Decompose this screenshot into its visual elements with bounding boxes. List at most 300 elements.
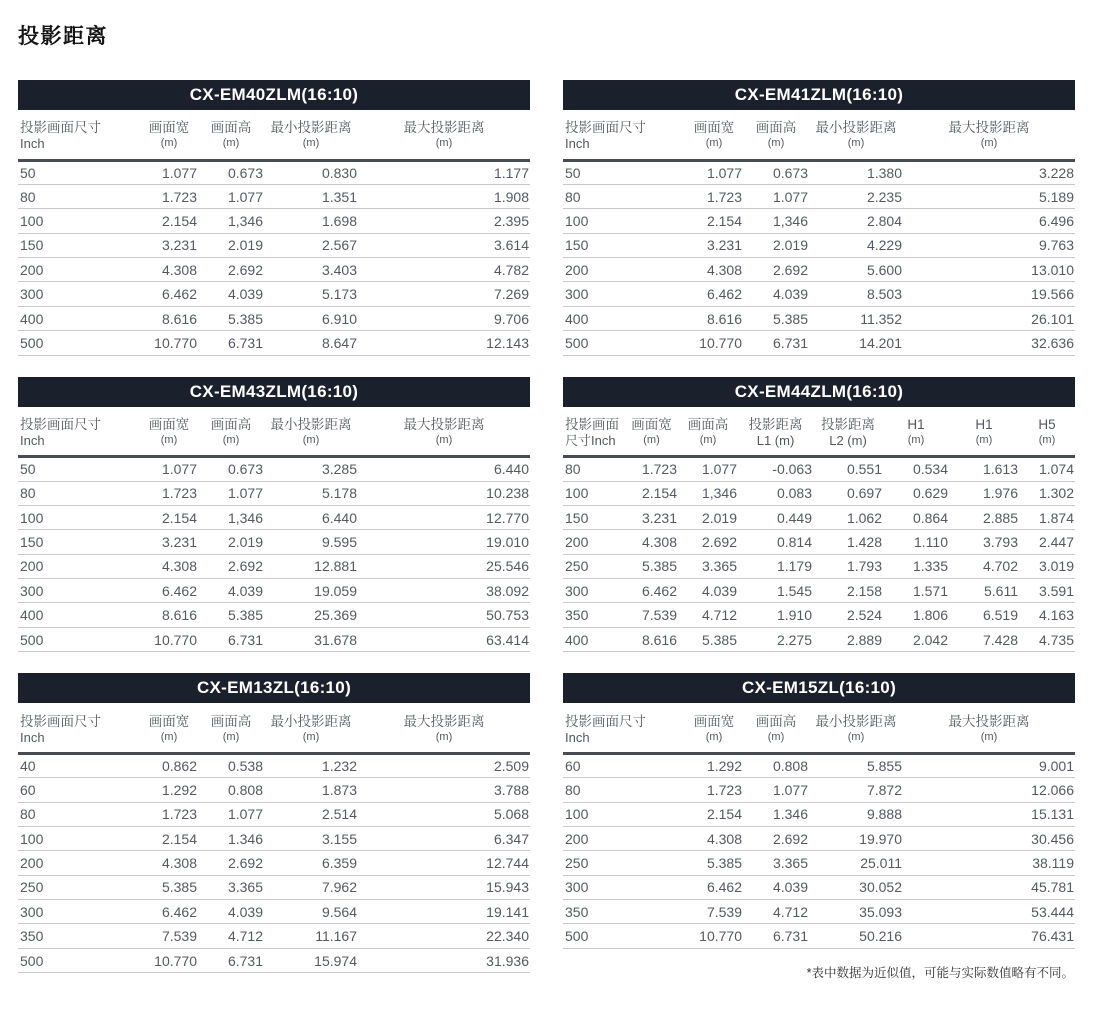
column-header-label: 投影画面尺寸 — [565, 120, 646, 136]
column-header — [18, 703, 140, 753]
value-cell: 3.228 — [903, 160, 1075, 184]
value-cell: 1.074 — [1019, 457, 1075, 481]
table-row — [18, 875, 530, 899]
column-header-unit: (m) — [435, 433, 453, 446]
value-cell: 1.723 — [685, 184, 743, 208]
column-header-unit: Inch — [20, 432, 45, 448]
column-header-label: 投影画面 — [565, 416, 619, 432]
projection-table-cx-em13zl — [18, 703, 530, 973]
column-header — [743, 703, 809, 753]
value-cell: 6.347 — [358, 826, 530, 850]
column-header — [264, 407, 358, 457]
table-row — [18, 306, 530, 330]
value-cell: 3.365 — [198, 875, 264, 899]
value-cell: 6.731 — [198, 331, 264, 355]
table-row — [18, 924, 530, 948]
value-cell: 5.855 — [809, 753, 903, 777]
table-row — [18, 233, 530, 257]
table-title-bar — [18, 673, 530, 703]
column-header — [140, 703, 198, 753]
column-header — [1019, 407, 1075, 457]
table-row — [18, 505, 530, 529]
value-cell: 13.010 — [903, 258, 1075, 282]
screen-size-cell: 100 — [18, 505, 140, 529]
column-header-unit: (m) — [980, 137, 998, 150]
column-header — [140, 407, 198, 457]
value-cell: 15.943 — [358, 875, 530, 899]
screen-size-cell: 500 — [18, 948, 140, 972]
value-cell: 25.369 — [264, 603, 358, 627]
value-cell: 1.545 — [738, 579, 813, 603]
value-cell: 2.154 — [685, 209, 743, 233]
table-row — [18, 457, 530, 481]
value-cell: 2.019 — [198, 233, 264, 257]
value-cell: 2.692 — [198, 554, 264, 578]
column-header-unit: (m) — [222, 730, 240, 743]
screen-size-cell: 80 — [18, 184, 140, 208]
value-cell: 0.534 — [883, 457, 949, 481]
value-cell: 2.019 — [743, 233, 809, 257]
column-header-label: 投影画面尺寸 — [20, 416, 101, 432]
screen-size-cell: 400 — [563, 306, 685, 330]
value-cell: 2.692 — [678, 530, 738, 554]
table-row — [563, 184, 1075, 208]
value-cell: 5.173 — [264, 282, 358, 306]
value-cell: 2.692 — [743, 258, 809, 282]
column-header-label: 最大投影距离 — [403, 120, 485, 136]
table-row — [563, 579, 1075, 603]
column-header — [198, 110, 264, 160]
column-header-unit: (m) — [1038, 433, 1056, 446]
column-header-unit: (m) — [705, 730, 723, 743]
column-header-label: 最大投影距离 — [403, 713, 485, 729]
value-cell: 1.077 — [198, 184, 264, 208]
screen-size-cell: 250 — [18, 875, 140, 899]
value-cell: 3.793 — [949, 530, 1019, 554]
table-row — [18, 258, 530, 282]
column-header — [678, 407, 738, 457]
value-cell: 1.723 — [625, 457, 678, 481]
value-cell: 19.566 — [903, 282, 1075, 306]
value-cell: 2.567 — [264, 233, 358, 257]
column-header-unit: (m) — [160, 137, 178, 150]
value-cell: 11.167 — [264, 924, 358, 948]
table-row — [563, 160, 1075, 184]
value-cell: 0.864 — [883, 505, 949, 529]
value-cell: 9.706 — [358, 306, 530, 330]
value-cell: 5.385 — [685, 851, 743, 875]
value-cell: 7.539 — [625, 603, 678, 627]
value-cell: 76.431 — [903, 924, 1075, 948]
value-cell: 0.697 — [813, 481, 883, 505]
value-cell: 1.302 — [1019, 481, 1075, 505]
column-header — [809, 703, 903, 753]
value-cell: 1.723 — [140, 481, 198, 505]
screen-size-cell: 300 — [563, 282, 685, 306]
value-cell: 3.231 — [625, 505, 678, 529]
value-cell: 5.068 — [358, 802, 530, 826]
screen-size-cell: 300 — [18, 282, 140, 306]
value-cell: 2.524 — [813, 603, 883, 627]
column-header-row — [18, 110, 530, 160]
column-header-label: 最大投影距离 — [403, 416, 485, 432]
value-cell: 30.052 — [809, 875, 903, 899]
column-header-label: 画面高 — [755, 120, 797, 136]
value-cell: 1.292 — [685, 753, 743, 777]
value-cell: 6.731 — [198, 948, 264, 972]
screen-size-cell: 300 — [563, 875, 685, 899]
value-cell: 19.059 — [264, 579, 358, 603]
column-header-label: 画面宽 — [148, 416, 190, 432]
column-header-unit: 尺寸Inch — [565, 432, 616, 448]
column-header-unit: (m) — [222, 137, 240, 150]
column-header-unit: (m) — [302, 137, 320, 150]
table-row — [18, 579, 530, 603]
value-cell: 1.179 — [738, 554, 813, 578]
column-header-row — [18, 407, 530, 457]
screen-size-cell: 250 — [563, 554, 625, 578]
value-cell: 4.039 — [743, 875, 809, 899]
column-header-label: 最大投影距离 — [948, 713, 1030, 729]
column-header-label: 画面宽 — [148, 120, 190, 136]
value-cell: 6.496 — [903, 209, 1075, 233]
column-header-label: 最小投影距离 — [270, 713, 352, 729]
column-header-label: H5 — [1038, 416, 1056, 432]
column-header — [625, 407, 678, 457]
screen-size-cell: 100 — [563, 481, 625, 505]
value-cell: 30.456 — [903, 826, 1075, 850]
column-header-unit: (m) — [847, 137, 865, 150]
table-title-bar — [563, 377, 1075, 407]
value-cell: 1.177 — [358, 160, 530, 184]
screen-size-cell: 80 — [563, 457, 625, 481]
table-row — [563, 505, 1075, 529]
value-cell: 9.763 — [903, 233, 1075, 257]
value-cell: 5.600 — [809, 258, 903, 282]
table-row — [18, 331, 530, 355]
value-cell: 8.616 — [625, 627, 678, 651]
table-row — [563, 627, 1075, 651]
value-cell: 4.039 — [198, 579, 264, 603]
projection-table-cx-em40zlm — [18, 110, 530, 356]
value-cell: 12.143 — [358, 331, 530, 355]
value-cell: 3.403 — [264, 258, 358, 282]
column-header-label: 最小投影距离 — [270, 416, 352, 432]
column-header-label: 最小投影距离 — [815, 713, 897, 729]
column-header — [140, 110, 198, 160]
table-row — [18, 627, 530, 651]
table-row — [18, 851, 530, 875]
table-row — [563, 802, 1075, 826]
screen-size-cell: 50 — [563, 160, 685, 184]
value-cell: 31.936 — [358, 948, 530, 972]
screen-size-cell: 400 — [18, 306, 140, 330]
table-row — [18, 481, 530, 505]
column-header-label: H1 — [907, 416, 925, 432]
value-cell: 10.770 — [140, 627, 198, 651]
screen-size-cell: 100 — [18, 826, 140, 850]
screen-size-cell: 200 — [18, 554, 140, 578]
column-header — [358, 703, 530, 753]
screen-size-cell: 200 — [563, 826, 685, 850]
projection-table-cx-em15zl — [563, 703, 1075, 949]
value-cell: 25.011 — [809, 851, 903, 875]
column-header-label: 画面高 — [755, 713, 797, 729]
value-cell: 0.814 — [738, 530, 813, 554]
value-cell: 7.539 — [685, 900, 743, 924]
column-header-unit: (m) — [302, 433, 320, 446]
value-cell: 5.385 — [198, 603, 264, 627]
value-cell: 4.712 — [198, 924, 264, 948]
value-cell: 25.546 — [358, 554, 530, 578]
value-cell: 5.385 — [625, 554, 678, 578]
value-cell: 3.365 — [678, 554, 738, 578]
value-cell: 19.141 — [358, 900, 530, 924]
value-cell: 10.770 — [140, 948, 198, 972]
projection-table-cx-em44zlm — [563, 407, 1075, 653]
table-row — [18, 160, 530, 184]
value-cell: 31.678 — [264, 627, 358, 651]
value-cell: 1.077 — [743, 184, 809, 208]
value-cell: 0.673 — [198, 457, 264, 481]
table-title-bar — [18, 80, 530, 110]
value-cell: 1.110 — [883, 530, 949, 554]
value-cell: 1.806 — [883, 603, 949, 627]
value-cell: 9.595 — [264, 530, 358, 554]
column-header — [883, 407, 949, 457]
value-cell: 1.077 — [678, 457, 738, 481]
projection-table-cx-em43zlm — [18, 407, 530, 653]
column-header-unit: (m) — [980, 730, 998, 743]
value-cell: 10.238 — [358, 481, 530, 505]
value-cell: 11.352 — [809, 306, 903, 330]
value-cell: 1.346 — [743, 802, 809, 826]
column-header-label: 投影画面尺寸 — [20, 713, 101, 729]
screen-size-cell: 100 — [563, 802, 685, 826]
value-cell: 0.808 — [743, 753, 809, 777]
value-cell: 8.503 — [809, 282, 903, 306]
value-cell: 63.414 — [358, 627, 530, 651]
value-cell: 3.019 — [1019, 554, 1075, 578]
column-header-unit: (m) — [907, 433, 925, 446]
table-row — [563, 826, 1075, 850]
value-cell: 5.611 — [949, 579, 1019, 603]
value-cell: 4.039 — [198, 282, 264, 306]
value-cell: 3.591 — [1019, 579, 1075, 603]
value-cell: 2.019 — [198, 530, 264, 554]
value-cell: 6.462 — [685, 875, 743, 899]
column-header-unit: Inch — [565, 136, 590, 152]
screen-size-cell: 80 — [563, 778, 685, 802]
value-cell: 1.908 — [358, 184, 530, 208]
value-cell: 4.039 — [678, 579, 738, 603]
table-row — [563, 457, 1075, 481]
value-cell: 14.201 — [809, 331, 903, 355]
value-cell: 6.910 — [264, 306, 358, 330]
value-cell: 38.092 — [358, 579, 530, 603]
value-cell: 1.976 — [949, 481, 1019, 505]
column-header-label: 画面高 — [210, 713, 252, 729]
right-bottom-column — [563, 673, 1075, 981]
value-cell: 7.269 — [358, 282, 530, 306]
value-cell: 0.083 — [738, 481, 813, 505]
value-cell: 38.119 — [903, 851, 1075, 875]
table-row — [563, 282, 1075, 306]
value-cell: 6.731 — [198, 627, 264, 651]
screen-size-cell: 300 — [563, 579, 625, 603]
value-cell: 1.077 — [685, 160, 743, 184]
value-cell: 6.462 — [140, 900, 198, 924]
screen-size-cell: 500 — [18, 627, 140, 651]
screen-size-cell: 80 — [18, 802, 140, 826]
screen-size-cell: 300 — [18, 900, 140, 924]
column-header-label: 投影距离 — [748, 416, 803, 432]
value-cell: 19.970 — [809, 826, 903, 850]
value-cell: 2.154 — [685, 802, 743, 826]
table-row — [563, 753, 1075, 777]
table-section-cx-em43zlm — [18, 377, 530, 653]
table-row — [563, 924, 1075, 948]
table-row — [563, 306, 1075, 330]
value-cell: 2.395 — [358, 209, 530, 233]
value-cell: 7.962 — [264, 875, 358, 899]
screen-size-cell: 500 — [563, 924, 685, 948]
value-cell: 7.539 — [140, 924, 198, 948]
column-header-unit: L2 (m) — [829, 432, 867, 448]
table-title: CX-EM44ZLM(16:10) — [734, 381, 904, 401]
table-row — [18, 900, 530, 924]
value-cell: 5.385 — [743, 306, 809, 330]
table-title: CX-EM13ZL(16:10) — [196, 678, 352, 698]
table-row — [563, 554, 1075, 578]
value-cell: 15.131 — [903, 802, 1075, 826]
value-cell: 4.308 — [685, 826, 743, 850]
screen-size-cell: 50 — [18, 457, 140, 481]
value-cell: 50.753 — [358, 603, 530, 627]
screen-size-cell: 80 — [563, 184, 685, 208]
table-row — [18, 753, 530, 777]
value-cell: 2.692 — [198, 851, 264, 875]
column-header — [813, 407, 883, 457]
column-header-unit: Inch — [565, 729, 590, 745]
column-header-label: 画面高 — [687, 416, 729, 432]
value-cell: 2.509 — [358, 753, 530, 777]
value-cell: 4.229 — [809, 233, 903, 257]
value-cell: 1.380 — [809, 160, 903, 184]
column-header — [903, 703, 1075, 753]
table-row — [18, 603, 530, 627]
value-cell: 0.673 — [198, 160, 264, 184]
column-header-label: 投影画面尺寸 — [20, 120, 101, 136]
value-cell: 2.158 — [813, 579, 883, 603]
value-cell: 4.308 — [625, 530, 678, 554]
value-cell: 1,346 — [198, 209, 264, 233]
value-cell: 6.731 — [743, 331, 809, 355]
column-header — [264, 703, 358, 753]
value-cell: 4.712 — [678, 603, 738, 627]
value-cell: 6.462 — [140, 282, 198, 306]
value-cell: 3.788 — [358, 778, 530, 802]
value-cell: 4.163 — [1019, 603, 1075, 627]
column-header — [743, 110, 809, 160]
column-header — [685, 110, 743, 160]
value-cell: 4.308 — [685, 258, 743, 282]
column-header — [563, 407, 625, 457]
value-cell: 45.781 — [903, 875, 1075, 899]
value-cell: 4.712 — [743, 900, 809, 924]
column-header-row — [563, 407, 1075, 457]
value-cell: 2.019 — [678, 505, 738, 529]
table-section-cx-em41zlm — [563, 80, 1075, 356]
value-cell: 1.351 — [264, 184, 358, 208]
value-cell: 1.062 — [813, 505, 883, 529]
value-cell: -0.063 — [738, 457, 813, 481]
table-row — [18, 826, 530, 850]
column-header — [198, 703, 264, 753]
screen-size-cell: 350 — [563, 603, 625, 627]
value-cell: 53.444 — [903, 900, 1075, 924]
value-cell: 12.881 — [264, 554, 358, 578]
value-cell: 19.010 — [358, 530, 530, 554]
value-cell: 4.702 — [949, 554, 1019, 578]
table-title: CX-EM15ZL(16:10) — [741, 678, 897, 698]
value-cell: 10.770 — [685, 924, 743, 948]
column-header — [198, 407, 264, 457]
value-cell: 1.335 — [883, 554, 949, 578]
value-cell: 12.066 — [903, 778, 1075, 802]
value-cell: 0.629 — [883, 481, 949, 505]
column-header — [949, 407, 1019, 457]
value-cell: 8.616 — [140, 603, 198, 627]
value-cell: 15.974 — [264, 948, 358, 972]
value-cell: 6.462 — [685, 282, 743, 306]
value-cell: 5.178 — [264, 481, 358, 505]
table-section-cx-em44zlm — [563, 377, 1075, 653]
column-header-row — [563, 110, 1075, 160]
value-cell: 2.275 — [738, 627, 813, 651]
column-header-unit: (m) — [705, 137, 723, 150]
value-cell: 3.231 — [140, 530, 198, 554]
table-row — [563, 875, 1075, 899]
column-header-unit: (m) — [767, 137, 785, 150]
column-header — [358, 110, 530, 160]
screen-size-cell: 100 — [563, 209, 685, 233]
column-header-unit: Inch — [20, 729, 45, 745]
value-cell: 1,346 — [678, 481, 738, 505]
screen-size-cell: 500 — [18, 331, 140, 355]
value-cell: 1.723 — [140, 802, 198, 826]
value-cell: 3.365 — [743, 851, 809, 875]
screen-size-cell: 150 — [18, 530, 140, 554]
table-section-cx-em15zl — [563, 673, 1075, 949]
column-header-unit: (m) — [435, 730, 453, 743]
value-cell: 1.077 — [198, 481, 264, 505]
table-row — [18, 948, 530, 972]
value-cell: 2.514 — [264, 802, 358, 826]
value-cell: 2.154 — [140, 209, 198, 233]
value-cell: 6.462 — [625, 579, 678, 603]
column-header-row — [563, 703, 1075, 753]
value-cell: 1,346 — [198, 505, 264, 529]
footnote: *表中数据为近似值，可能与实际数值略有不同。 — [806, 965, 1074, 980]
table-row — [563, 258, 1075, 282]
column-header-label: 画面宽 — [631, 416, 672, 432]
column-header-unit: (m) — [222, 433, 240, 446]
column-header-label: H1 — [975, 416, 993, 432]
value-cell: 2.889 — [813, 627, 883, 651]
value-cell: 7.428 — [949, 627, 1019, 651]
column-header-unit: (m) — [643, 433, 660, 446]
